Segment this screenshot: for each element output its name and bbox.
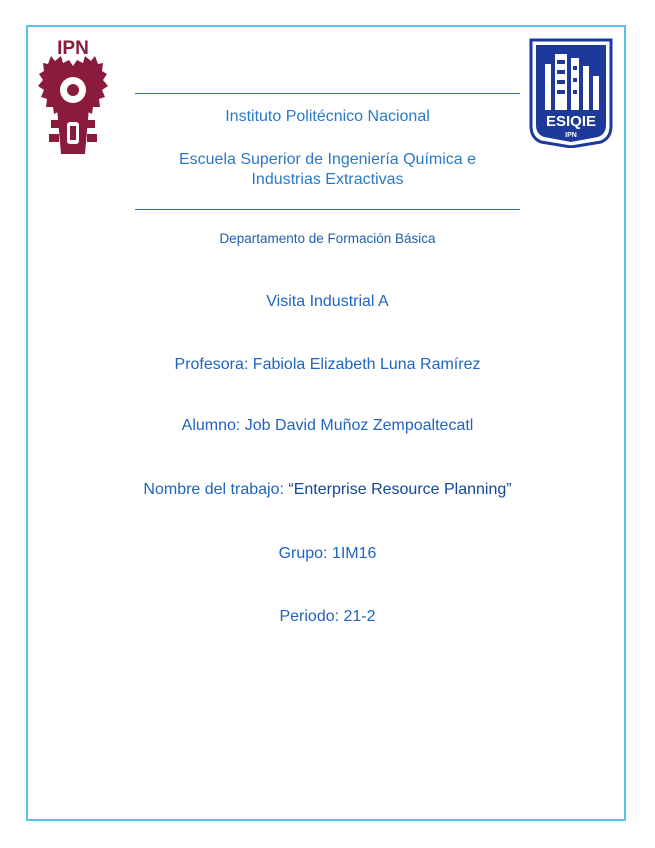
ipn-logo-text: IPN	[57, 38, 89, 59]
header-rule-bottom	[135, 209, 520, 210]
work-title	[0, 481, 655, 499]
period-label: Periodo: 21-2	[279, 608, 376, 625]
school-name-line1: Escuela Superior de Ingeniería Química e	[178, 151, 477, 168]
course-name: Visita Industrial A	[266, 293, 389, 310]
esiqie-logo-text: ESIQIE	[545, 113, 597, 130]
school-name-line2: Industrias Extractivas	[251, 171, 404, 188]
esiqie-logo	[527, 36, 615, 148]
ipn-logo	[37, 36, 109, 160]
professor-name: Profesora: Fabiola Elizabeth Luna Ramírez	[174, 356, 481, 373]
work-title-value: “Enterprise Resource Planning”	[288, 481, 512, 498]
group-label: Grupo: 1IM16	[278, 545, 377, 562]
student-name: Alumno: Job David Muñoz Zempoaltecatl	[181, 417, 474, 434]
work-title-label: Nombre del trabajo:	[143, 481, 289, 498]
department-name: Departamento de Formación Básica	[219, 231, 436, 246]
institute-name: Instituto Politécnico Nacional	[225, 108, 430, 125]
header-rule-top	[135, 93, 520, 94]
esiqie-logo-subtext: IPN	[565, 132, 577, 139]
school-name	[0, 150, 655, 190]
